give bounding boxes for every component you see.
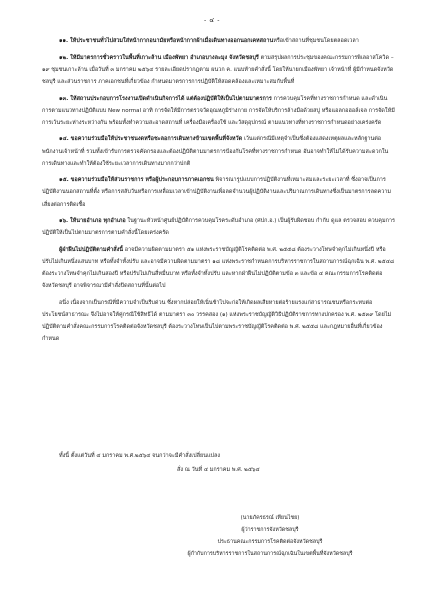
urgency-text: อนึ่ง เนื่องจากเป็นกรณีที่มีความจำเป็นรีบด่วน ซึ่งหากปล่อยให้เนิ่นช้าไปจะก่อให้เกิดผลเสียหายต่อร้ายแรงแก่สาธารณชนหรือกระทบต่อประโยชน์สาธารณะ จึงไม่อาจให้คู่กรณีใช้สิทธิได้ ตามมาตรา ๓๐ วรรคสอง (๑) แห่งพระราชบัญญัติวิธีปฏิบัติราชการทางปกครอง พ.ศ. ๒๕๓๙ โดยไม่ปฏิบัติตามคำสั่งคณะกรรมการโรคติดต่อจังหวัดชลบุรี ต้องระวางโทษเป็นไปตามพระราชบัญญัติโรคติดต่อ พ.ศ. ๒๕๕๘ และกฎหมายอื่นที่เกี่ยวข้องกำหนด — [42, 299, 392, 343]
clause-15-text: พิจารณารูปแบบการปฏิบัติงานที่เหมาะสมและระยะเวลาที่ ซึ่งอาจเป็นการปฏิบัติงานนอกสถานที่ตั้ง หรือการสลับวันหรือการเหลื่อมเวลาเข้าปฏิบัติงานเพื่อลดจำนวนผู้ปฏิบัติงานและปริมาณการเดินทางซึ่งเป็นมาตรการลดความเสี่ยงต่อการติดเชื้อ — [42, 177, 392, 208]
clause-14 — [42, 133, 395, 169]
clause-16-text: ในฐานะหัวหน้าศูนย์ปฏิบัติการควบคุมโรคระดับอำเภอ (ศปก.อ.) เป็นผู้รับผิดชอบ กำกับ ดูแล ตรวจสอบ ควบคุมการปฏิบัติให้เป็นไปตามมาตรการตามคำสั่งนี้โดยเคร่งครัด — [42, 218, 395, 237]
signature-block — [150, 512, 390, 560]
penalty-text: อาจมีความผิดตามมาตรา ๕๑ แห่งพระราชบัญญัติโรคติดต่อ พ.ศ. ๒๕๕๘ ต้องระวางโทษจำคุกไม่เกินหนึ่งปี หรือปรับไม่เกินหนึ่งแสนบาท หรือทั้งจำทั้งปรับ และอาจมีความผิดตามมาตรา ๑๘ แห่งพระราชกำหนดการบริหารราชการในสถานการณ์ฉุกเฉิน พ.ศ. ๒๕๔๘ ต้องระวางโทษจำคุกไม่เกินสองปี หรือปรับไม่เกินสี่หมื่นบาท หรือทั้งจำทั้งปรับ และหากฝ่าฝืนไม่ปฏิบัติตามข้อ ๓ และข้อ ๔ คณะกรรมการโรคติดต่อจังหวัดชลบุรี อาจพิจารณามีคำสั่งปิดสถานที่นั้นต่อไป — [42, 246, 395, 290]
clause-16-heading: ๑๖. ให้นายอำเภอ ทุกอำเภอ — [59, 218, 126, 225]
clause-13-text: การควบคุมโรคที่ทางราชการกำหนด และดำเนินการตามแนวทางปฏิบัติแบบ New normal อาทิ การจัดให้มีการตรวจวัดอุณหภูมิร่างกาย การจัดให้บริการล้างมือด้วยสบู่ หรือแอลกอฮอล์เจล การจัดให้มีการเว้นระยะห่างระหว่างกัน พร้อมทั้งทำความสะอาดสถานที่ เครื่องมือเครื่องใช้ และวัสดุอุปกรณ์ ตามแนวทางที่ทางราชการกำหนดอย่างเคร่งครัด — [42, 95, 395, 126]
penalty-paragraph — [42, 244, 395, 292]
clause-12 — [42, 52, 395, 88]
clause-12-text: ตามสรุปผลการประชุมของคณะกรรมการพิเลอาสโควิด – ๑๙ ชุมชนเกาะล้าน เมื่อวันที่ ๓ มกราคม ๒๕๖๔ รายละเอียดปรากฏตาม ผนวก ค. แนบท้ายคำสั่งนี้ โดยให้นายกเมืองพัทยา เจ้าหน้าที่ ผู้มีกำหนดจังหวัดชลบุรี และส่วนราชการ ภาคเอกชนที่เกี่ยวข้อง กำหนดมาตรการการปฏิบัติให้สอดคล้องและเหมาะสมกับพื้นที่ — [42, 54, 394, 85]
signoff-block — [42, 450, 395, 473]
signatory-name: (นายภัครธรณ์ เทียนไชย) — [240, 515, 300, 521]
clause-15-heading: ๑๕. ขอความร่วมมือให้ส่วนราชการ หรือผู้ประกอบการภาคเอกชน — [59, 177, 214, 184]
clause-11-text: หรือเข้าสถานที่ชุมชนโดยตลอดเวลา — [273, 38, 359, 44]
page-number: - ๔ - — [203, 17, 221, 24]
urgency-paragraph — [42, 297, 395, 345]
clause-12-heading: ๑๒. ให้มีมาตรการชั่วคราวในพื้นที่เกาะล้าน เมืองพัทยา อำเภอบางละมุง จังหวัดชลบุรี — [59, 54, 259, 61]
clause-14-text: เว้นแต่กรณีมีเหตุจำเป็นซึ่งต้องแสดงเหตุผลและหลักฐานต่อพนักงานเจ้าหน้าที่ รวมทั้งเข้ารับการตรวจคัดกรองและต้องปฏิบัติตามมาตรการป้องกันโรคที่ทางราชการกำหนด อันอาจทำให้ไม่ได้รับความสะดวกในการเดินทางและทำให้ต้องใช้ระยะเวลาการเดินทางมากกว่าปกติ — [42, 136, 389, 167]
clause-13-heading: ๑๓. ให้สถานประกอบการโรงงานเปิดดำเนินกิจการได้ แต่ต้องปฏิบัติให้เป็นไปตามมาตรการ — [59, 95, 272, 102]
clause-11-heading: ๑๑. ให้ประชาชนทั่วไปสวมใส่หน้ากากอนามัยหรือหน้ากากผ้าเมื่อเดินทางออกนอกเคหสถาน — [59, 38, 274, 44]
clause-11 — [42, 35, 395, 47]
signatory-title-committee: ประธานคณะกรรมการโรคติดต่อจังหวัดชลบุรี — [217, 539, 323, 545]
issued-date-line: สั่ง ณ วันที่ ๔ มกราคม พ.ศ. ๒๕๖๔ — [177, 467, 260, 473]
clause-14-heading: ๑๔. ขอความร่วมมือให้ประชาชนงดหรือชะลอการเดินทางข้ามเขตพื้นที่จังหวัด — [59, 136, 243, 143]
clause-15 — [42, 174, 395, 210]
signatory-title-emergency: ผู้กำกับการบริหารราชการในสถานการณ์ฉุกเฉินในเขตพื้นที่จังหวัดชลบุรี — [187, 551, 353, 557]
signatory-title-governor: ผู้ว่าราชการจังหวัดชลบุรี — [241, 527, 299, 533]
clause-13 — [42, 93, 395, 129]
penalty-heading: ผู้ฝ่าฝืนไม่ปฏิบัติตามคำสั่งนี้ — [59, 246, 124, 253]
effective-date-line: ทั้งนี้ ตั้งแต่วันที่ ๔ มกราคม พ.ศ.๒๕๖๔ จนกว่าจะมีคำสั่งเปลี่ยนแปลง — [59, 453, 221, 459]
document-body — [42, 35, 395, 350]
clause-16 — [42, 215, 395, 239]
